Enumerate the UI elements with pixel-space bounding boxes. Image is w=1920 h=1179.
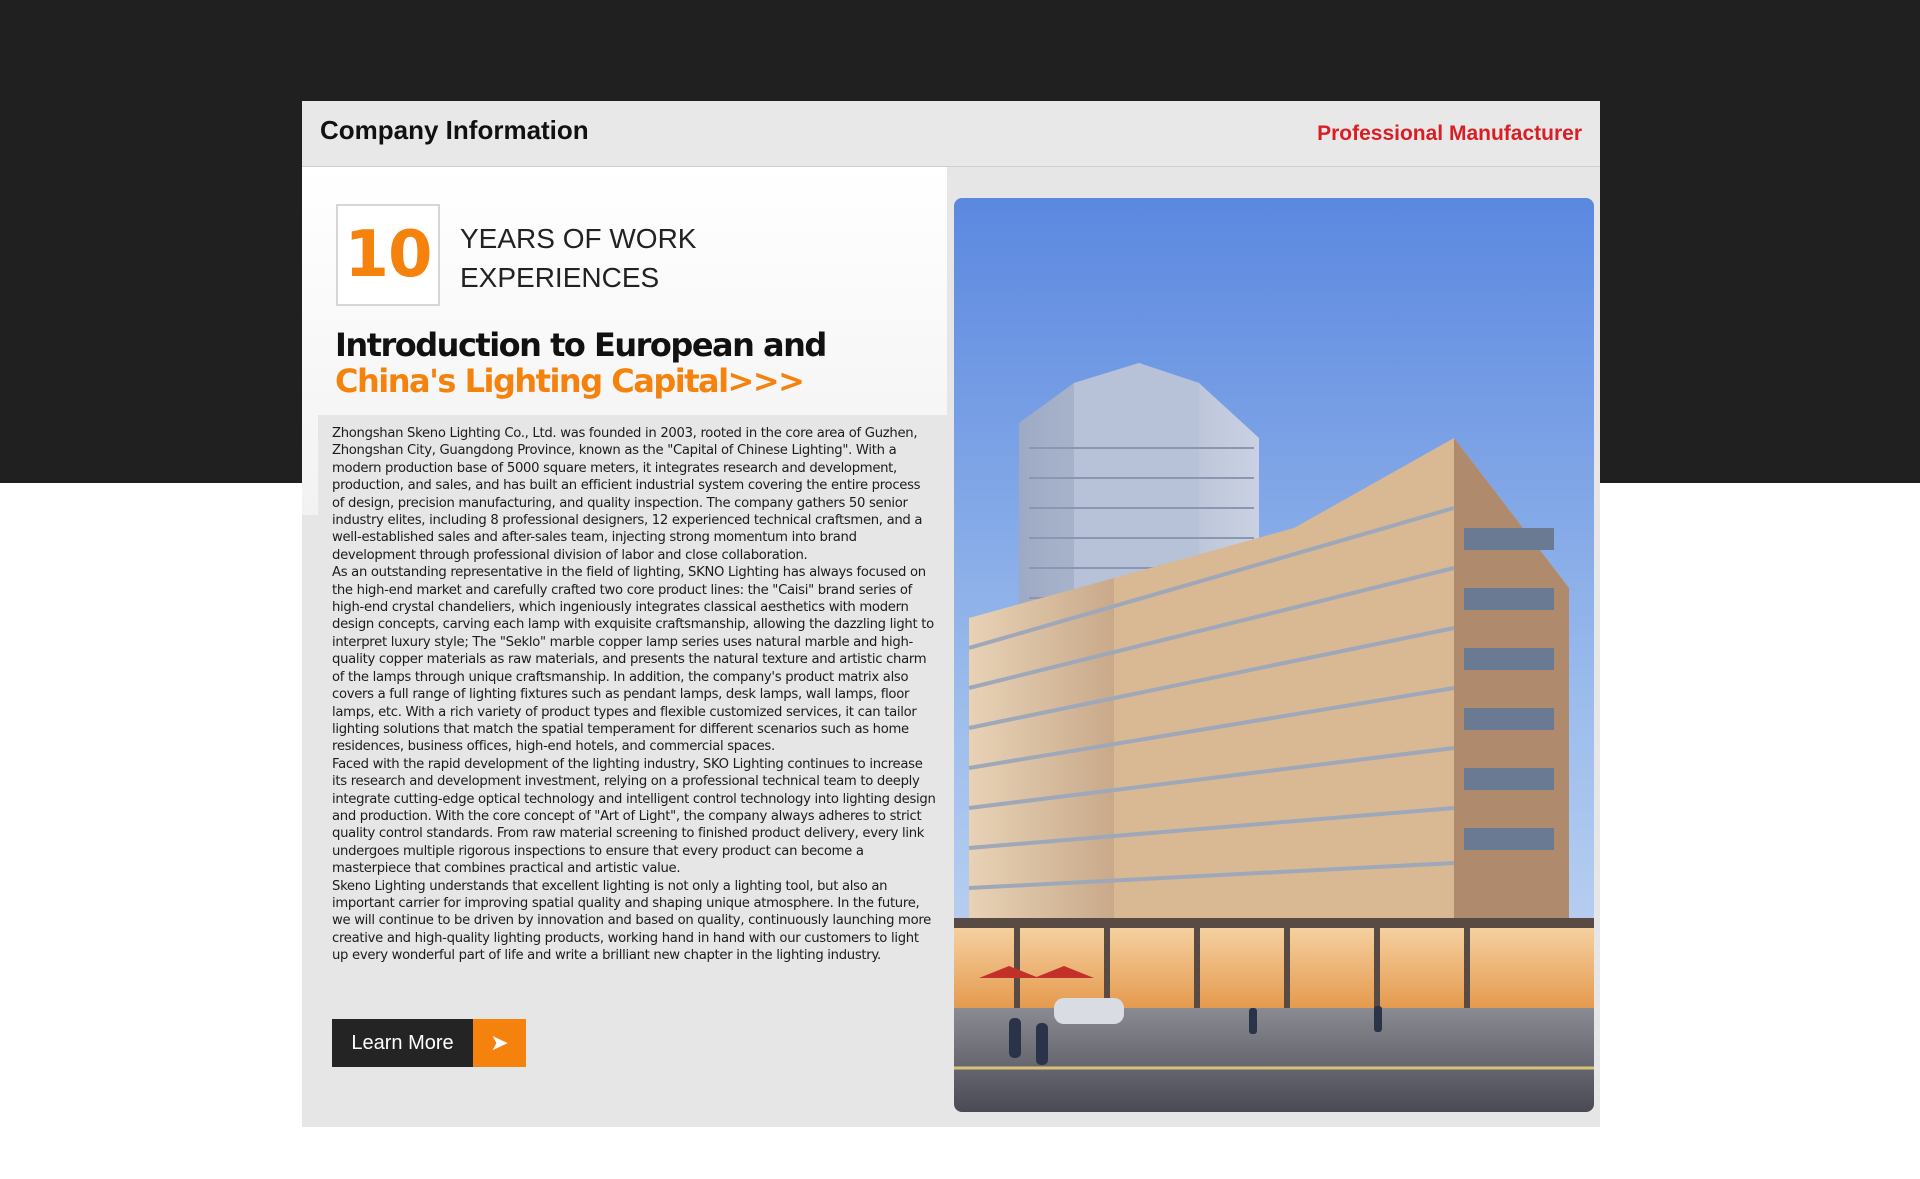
learn-more-button[interactable] (332, 1019, 526, 1067)
company-info-card (302, 101, 1600, 1127)
years-caption-line1: YEARS OF WORK (460, 223, 697, 254)
card-header (302, 101, 1600, 167)
parked-car (1054, 998, 1124, 1024)
years-badge (336, 204, 440, 306)
company-description (332, 425, 936, 965)
years-number: 10 (344, 218, 432, 292)
intro-subheading: China's Lighting Capital>>> (335, 362, 804, 400)
arrow-right-icon: ➤ (473, 1019, 526, 1067)
description-paragraph: Skeno Lighting understands that excellent lighting is not only a lighting tool, but also an important carrier for improving spatial quality and shaping unique atmosphere. In the future, we will continue to be driven by innovation and based on quality, continuously launching more creative and high-quality lighting products, working hand in hand with our customers to light up every wonderful part of life and write a brilliant new chapter in the lighting industry. (332, 878, 931, 964)
section-title: Company Information (320, 115, 589, 145)
tagline: Professional Manufacturer (1317, 122, 1582, 145)
learn-more-label: Learn More (332, 1019, 473, 1067)
description-paragraph: Faced with the rapid development of the lighting industry, SKO Lighting continues to increase its research and development investment, relying on a professional technical team to deeply integrate cutting-edge optical technology and intelligent control technology into lighting design and production. With the core concept of "Art of Light", the company always adheres to strict quality control standards. From raw material screening to finished product delivery, every link undergoes multiple rigorous inspections to ensure that every product can become a masterpiece that combines practical and artistic value. (332, 756, 936, 877)
building-photo (954, 198, 1594, 1112)
intro-heading: Introduction to European and (335, 326, 826, 364)
description-paragraph: As an outstanding representative in the field of lighting, SKNO Lighting has always focused on the high-end market and carefully crafted two core product lines: the "Caisi" brand series of high-end crystal chandeliers, which ingeniously integrates classical aesthetics with modern design concepts, carving each lamp with exquisite craftsmanship, allowing the dazzling light to interpret luxury style; The "Seklo" marble copper lamp series uses natural marble and high-quality copper materials as raw materials, and presents the natural texture and artistic charm of the lamps through unique craftsmanship. In addition, the company's product matrix also covers a full range of lighting fixtures such as pendant lamps, desk lamps, wall lamps, floor lamps, etc. With a rich variety of product types and flexible customized services, it can tailor lighting solutions that match the spatial temperament for different scenarios such as home residences, business offices, high-end hotels, and commercial spaces. (332, 565, 934, 755)
years-caption-line2: EXPERIENCES (460, 262, 660, 293)
description-paragraph: Zhongshan Skeno Lighting Co., Ltd. was founded in 2003, rooted in the core area of Guzhen, Zhongshan City, Guangdong Province, known as the "Capital of Chinese Lighting". With a modern production base of 5000 square meters, it integrates research and development, production, and sales, and has built an efficient industrial system covering the entire process of design, precision manufacturing, and quality inspection. The company gathers 50 senior industry elites, including 8 professional designers, 12 experienced technical craftsmen, and a well-established sales and after-sales team, injecting strong momentum into brand development through professional division of labor and close collaboration. (332, 426, 923, 563)
